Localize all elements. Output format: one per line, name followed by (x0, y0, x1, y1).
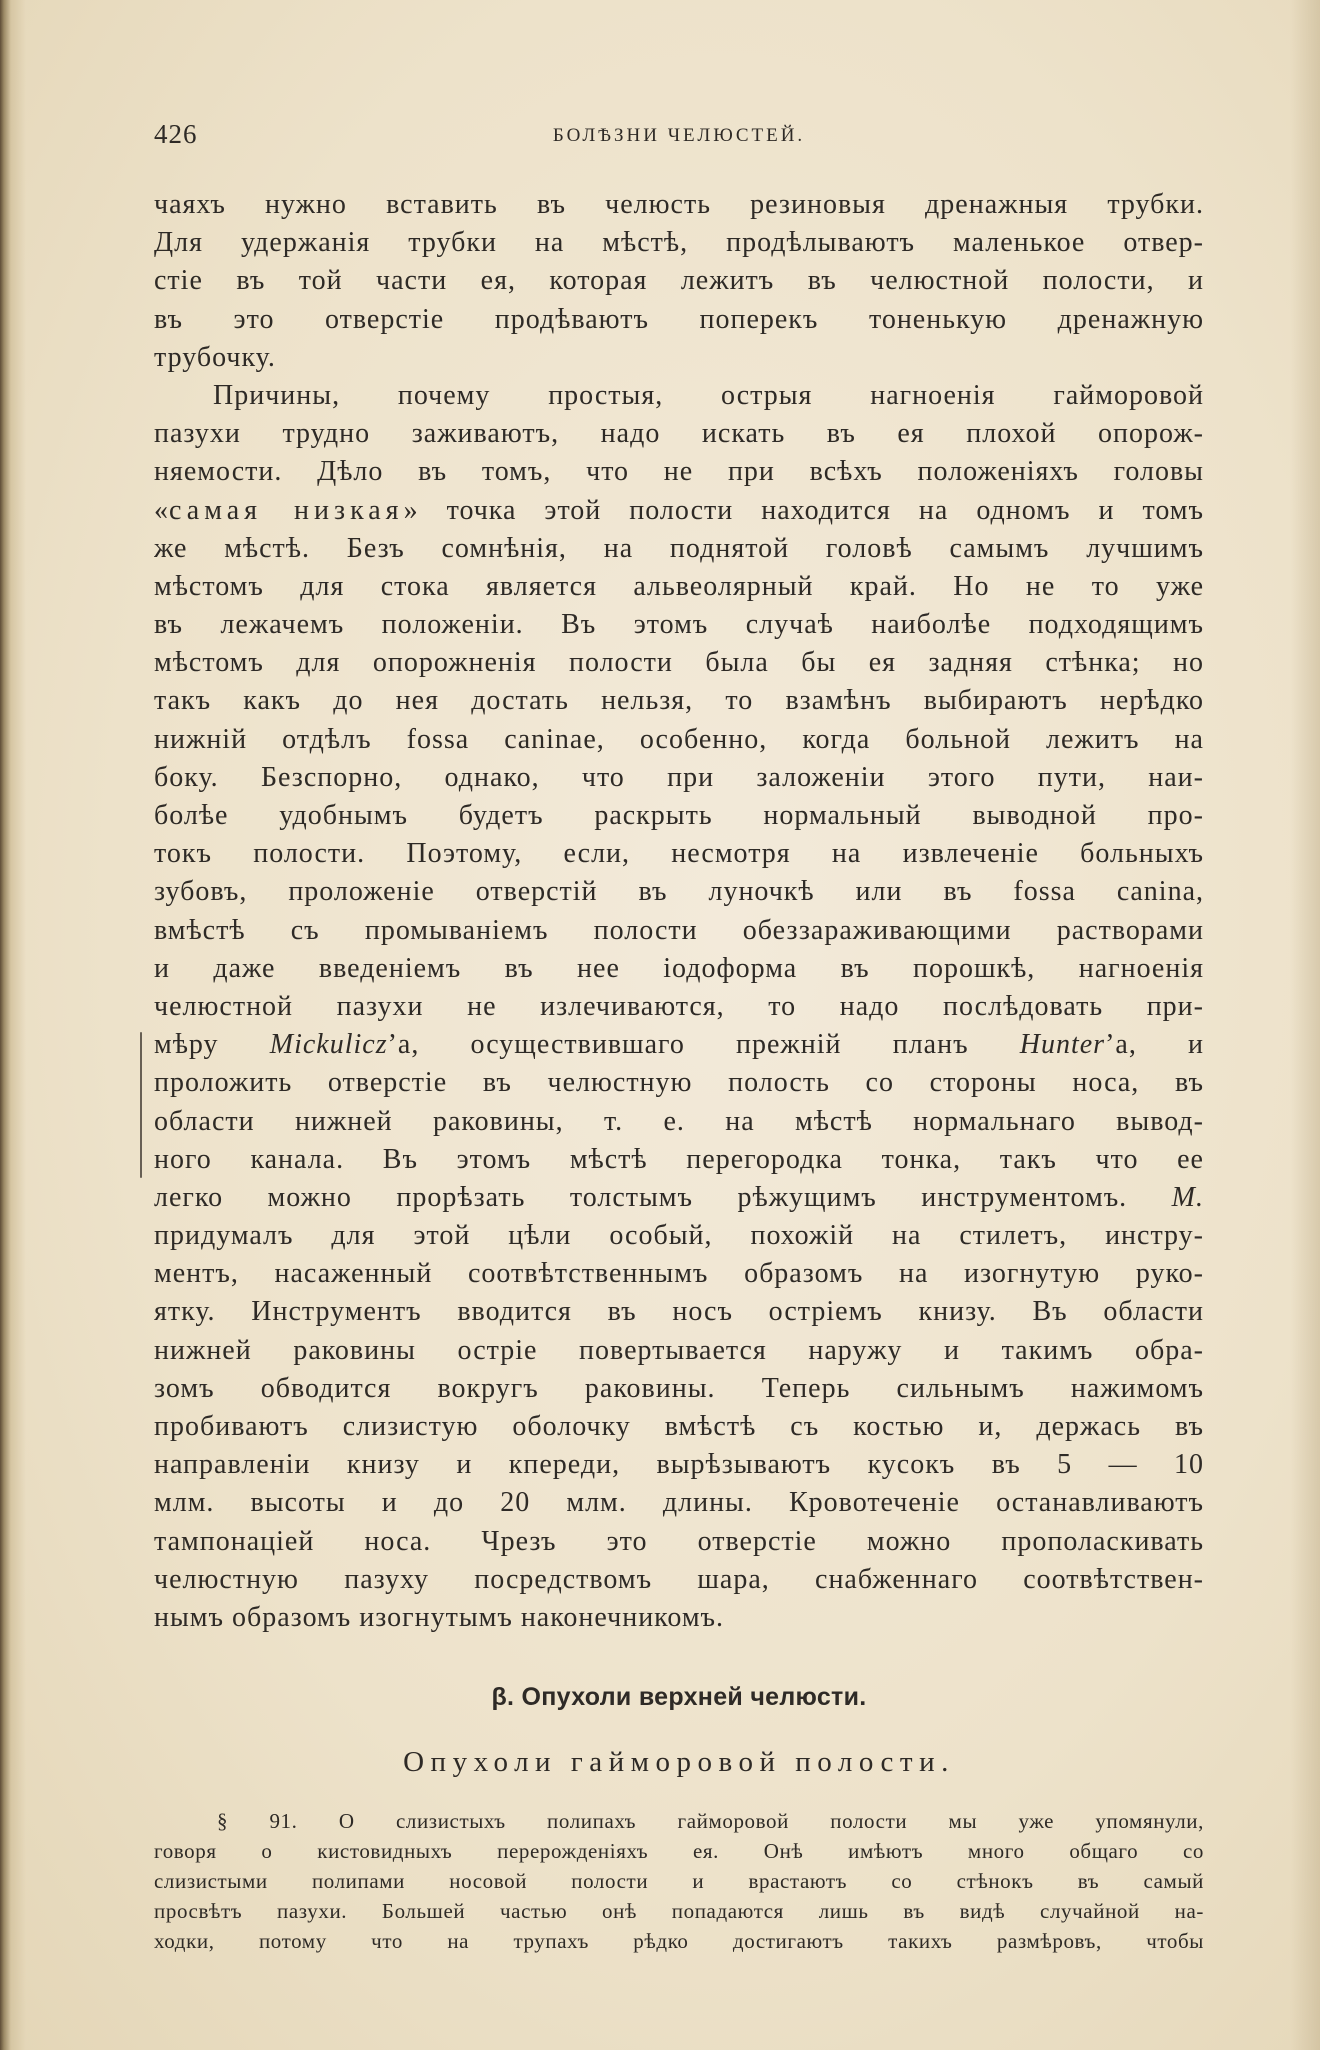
text-line: челюстную пазуху посредствомъ шара, снабженнаго соотвѣтствен- (154, 1563, 1204, 1595)
text-line: такъ какъ до нея достать нельзя, то взамѣнъ выбираютъ нерѣдко (154, 685, 1204, 717)
text-line: области нижней раковины, т. е. на мѣстѣ нормальнаго вывод- (154, 1105, 1204, 1137)
text-line: пробиваютъ слизистую оболочку вмѣстѣ съ костью и, держась въ (154, 1411, 1204, 1442)
spaced-emphasis: самая низкая (169, 494, 404, 526)
text-line: няемости. Дѣло въ томъ, что не при всѣхъ положеніяхъ головы (154, 456, 1204, 488)
text-line: § 91. О слизистыхъ полипахъ гайморовой полости мы уже упомянули, (217, 1809, 1204, 1833)
text-line: просвѣтъ пазухи. Большей частью онѣ попадаются лишь въ видѣ случайной на- (154, 1899, 1204, 1923)
paragraph (154, 1806, 1204, 1956)
binding-shadow (0, 0, 26, 2050)
paragraph (154, 377, 1204, 1637)
page-edge-shadow (1290, 0, 1320, 2050)
text-run: ’а, и (1105, 1029, 1204, 1061)
text-line: стіе въ той части ея, которая лежитъ въ челюстной полости, и (154, 265, 1204, 297)
text-run: легко можно прорѣзать толстымъ рѣжущимъ инструментомъ. (154, 1181, 1172, 1213)
text-line: мѣстомъ для стока является альвеолярный край. Но не то уже (154, 570, 1204, 602)
text-line: болѣе удобнымъ будетъ раскрыть нормальный выводной про- (154, 800, 1204, 831)
text-line: нымъ образомъ изогнутымъ наконечникомъ. (154, 1601, 725, 1633)
text-line: пазухи трудно заживаютъ, надо искать въ ея плохой опорож- (154, 418, 1204, 450)
text-line: нижній отдѣлъ fossa caninae, особенно, когда больной лежитъ на (154, 723, 1204, 755)
text-line: челюстной пазухи не излечиваются, то надо послѣдовать при- (154, 990, 1204, 1022)
text-line: Для удержанія трубки на мѣстѣ, продѣлываютъ маленькое отвер- (154, 227, 1204, 259)
text-line: проложить отверстіе въ челюстную полость со стороны носа, въ (154, 1067, 1204, 1099)
text-line (154, 1026, 1204, 1064)
text-line: зомъ обводится вокругъ раковины. Теперь сильнымъ нажимомъ (154, 1372, 1204, 1404)
text-line: въ это отверстіе продѣваютъ поперекъ тоненькую дренажную (154, 303, 1204, 335)
text-line: трубочку. (154, 341, 276, 373)
text-line: тампонаціей носа. Чрезъ это отверстіе можно прополаскивать (154, 1525, 1204, 1557)
small-print-text (154, 1806, 1204, 1956)
text-line: придумалъ для этой цѣли особый, похожій на стилетъ, инстру- (154, 1220, 1204, 1252)
italic-name: Hunter (1019, 1029, 1106, 1061)
italic-name: Mickulicz (269, 1029, 388, 1061)
section-heading: β. Опухоли верхней челюсти. (491, 1683, 867, 1711)
text-line: боку. Безспорно, однако, что при заложеніи этого пути, наи- (154, 761, 1204, 793)
text-line (154, 492, 1204, 530)
text-line: говоря о кистовидныхъ перерожденіяхъ ея. Онѣ имѣютъ много общаго со (154, 1839, 1204, 1863)
text-run: « (154, 494, 169, 526)
text-line: токъ полости. Поэтому, если, несмотря на извлеченіе больныхъ (154, 838, 1204, 870)
text-line: зубовъ, проложеніе отверстій въ луночкѣ или въ fossa canina, (154, 876, 1204, 908)
body-text (154, 186, 1204, 1637)
subsection-heading: Опухоли гайморовой полости. (403, 1746, 955, 1778)
text-line: слизистыми полипами носовой полости и врастаютъ со стѣнокъ въ самый (154, 1869, 1204, 1893)
text-run: ’а, осуществившаго прежній планъ (387, 1029, 1020, 1061)
text-line: Причины, почему простыя, острыя нагноенія гайморовой (213, 379, 1204, 411)
text-line: нижней раковины остріе повертывается наружу и такимъ обра- (154, 1334, 1204, 1366)
text-line: мѣстомъ для опорожненія полости была бы ея задняя стѣнка; но (154, 647, 1204, 679)
running-head: БОЛѢЗНИ ЧЕЛЮСТЕЙ. (552, 125, 806, 146)
text-line: чаяхъ нужно вставить въ челюсть резиновыя дренажныя трубки. (154, 189, 1204, 220)
page-number: 426 (154, 119, 198, 149)
paragraph (154, 186, 1204, 377)
text-run: мѣру (154, 1029, 270, 1061)
text-line: ятку. Инструментъ вводится въ носъ остріемъ книзу. Въ области (154, 1296, 1204, 1328)
text-line: млм. высоты и до 20 млм. длины. Кровотеченіе останавливаютъ (154, 1487, 1204, 1519)
text-line: же мѣстѣ. Безъ сомнѣнія, на поднятой головѣ самымъ лучшимъ (154, 532, 1204, 564)
text-line: въ лежачемъ положеніи. Въ этомъ случаѣ наиболѣе подходящимъ (154, 609, 1204, 641)
text-line: ментъ, насаженный соотвѣтственнымъ образомъ на изогнутую руко- (154, 1258, 1204, 1290)
margin-pencil-mark (140, 1032, 142, 1178)
text-line: вмѣстѣ съ промываніемъ полости обеззараживающими растворами (154, 914, 1204, 946)
text-line: ного канала. Въ этомъ мѣстѣ перегородка тонка, такъ что ее (154, 1143, 1204, 1175)
italic-name: M. (1171, 1181, 1204, 1213)
text-run: » точка этой полости находится на одномъ и томъ (403, 494, 1204, 526)
text-line: ходки, потому что на трупахъ рѣдко достигаютъ такихъ размѣровъ, чтобы (154, 1929, 1204, 1953)
text-line (154, 1179, 1204, 1217)
text-line: направленіи книзу и кпереди, вырѣзываютъ кусокъ въ 5 — 10 (154, 1449, 1204, 1481)
text-line: и даже введеніемъ въ нее іодоформа въ порошкѣ, нагноенія (154, 952, 1204, 984)
